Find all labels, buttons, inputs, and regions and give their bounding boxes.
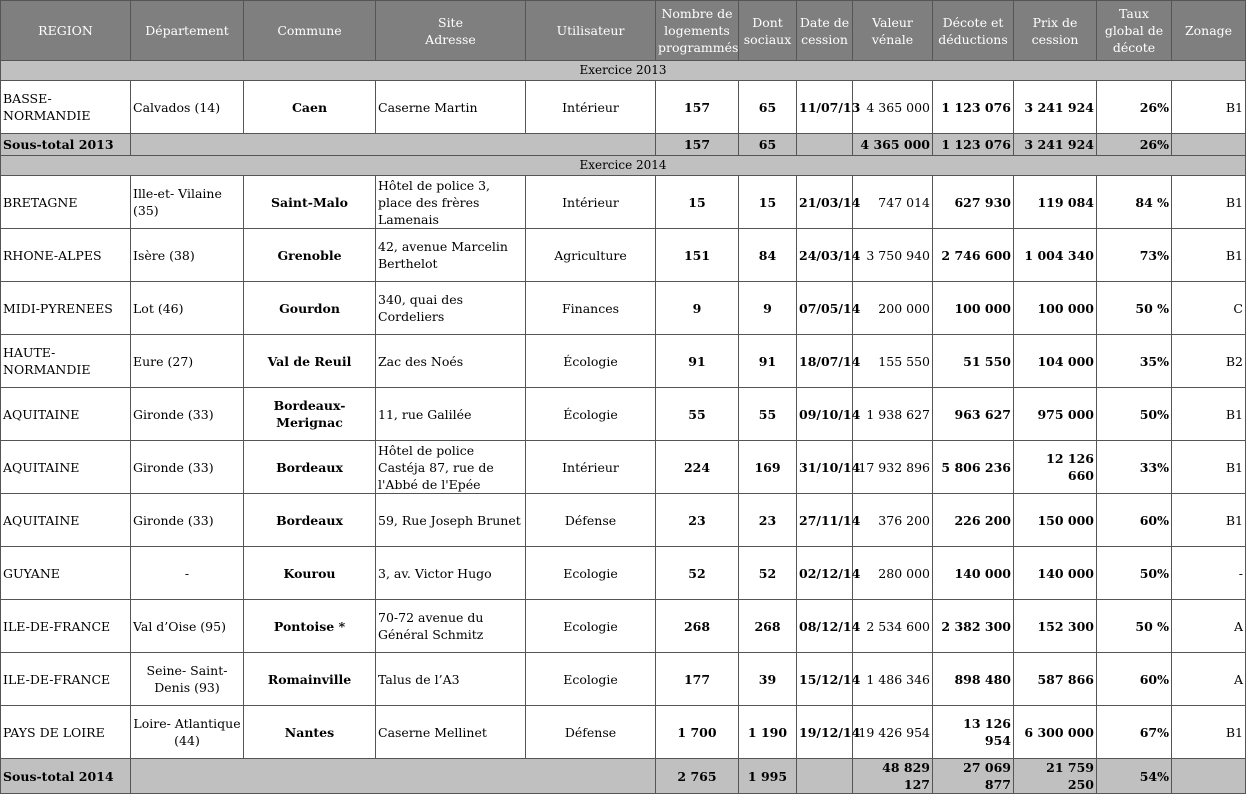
cell-departement: Gironde (33) [131, 388, 244, 441]
cell-prix: 150 000 [1014, 494, 1097, 547]
cell-valeur: 1 486 346 [853, 653, 933, 706]
cell-sociaux: 169 [739, 441, 797, 494]
table-row [1, 547, 1246, 600]
header-departement: Département [131, 1, 244, 61]
cell-sociaux: 9 [739, 282, 797, 335]
table-row [1, 282, 1246, 335]
cell-decote: 140 000 [933, 547, 1014, 600]
cell-date: 31/10/14 [797, 441, 853, 494]
cell-sociaux: 65 [739, 81, 797, 134]
cell-logements: 157 [656, 81, 739, 134]
cell-utilisateur: Défense [526, 494, 656, 547]
cell-site: Hôtel de police Castéja 87, rue de l'Abbé de l'Epée [376, 441, 526, 494]
table-row [1, 600, 1246, 653]
cell-prix: 100 000 [1014, 282, 1097, 335]
subtotal-decote: 27 069 877 [933, 759, 1014, 794]
cell-zonage: B2 [1172, 335, 1246, 388]
subtotal-valeur: 48 829 127 [853, 759, 933, 794]
cell-region: MIDI-PYRENEES [1, 282, 131, 335]
cell-zonage: B1 [1172, 706, 1246, 759]
cell-sociaux: 52 [739, 547, 797, 600]
cell-region: AQUITAINE [1, 388, 131, 441]
cell-sociaux: 55 [739, 388, 797, 441]
table-body [1, 61, 1246, 794]
cell-decote: 2 382 300 [933, 600, 1014, 653]
subtotal-logements: 157 [656, 134, 739, 156]
cell-decote: 5 806 236 [933, 441, 1014, 494]
cell-utilisateur: Intérieur [526, 441, 656, 494]
cell-commune: Val de Reuil [244, 335, 376, 388]
cell-prix: 975 000 [1014, 388, 1097, 441]
cell-commune: Caen [244, 81, 376, 134]
cell-date: 02/12/14 [797, 547, 853, 600]
cell-zonage: A [1172, 600, 1246, 653]
cell-logements: 91 [656, 335, 739, 388]
table-row [1, 441, 1246, 494]
subtotal-sociaux: 1 995 [739, 759, 797, 794]
subtotal-prix: 21 759 250 [1014, 759, 1097, 794]
header-commune: Commune [244, 1, 376, 61]
subtotal-prix: 3 241 924 [1014, 134, 1097, 156]
cell-utilisateur: Agriculture [526, 229, 656, 282]
header-prix: Prix de cession [1014, 1, 1097, 61]
subtotal-blank [131, 134, 656, 156]
cell-zonage: B1 [1172, 229, 1246, 282]
cell-logements: 268 [656, 600, 739, 653]
cell-logements: 52 [656, 547, 739, 600]
cell-date: 08/12/14 [797, 600, 853, 653]
cell-sociaux: 39 [739, 653, 797, 706]
cell-utilisateur: Défense [526, 706, 656, 759]
subtotal-decote: 1 123 076 [933, 134, 1014, 156]
cell-taux: 60% [1097, 653, 1172, 706]
cell-region: BRETAGNE [1, 176, 131, 229]
cell-departement: Isère (38) [131, 229, 244, 282]
cell-zonage: B1 [1172, 441, 1246, 494]
cell-site: Caserne Mellinet [376, 706, 526, 759]
subtotal-valeur: 4 365 000 [853, 134, 933, 156]
cell-date: 11/07/13 [797, 81, 853, 134]
cell-site: 340, quai des Cordeliers [376, 282, 526, 335]
cell-logements: 177 [656, 653, 739, 706]
cell-taux: 67% [1097, 706, 1172, 759]
cell-prix: 587 866 [1014, 653, 1097, 706]
cell-valeur: 17 932 896 [853, 441, 933, 494]
header-row [1, 1, 1246, 61]
cell-decote: 898 480 [933, 653, 1014, 706]
cell-taux: 35% [1097, 335, 1172, 388]
header-date: Date de cession [797, 1, 853, 61]
cell-decote: 2 746 600 [933, 229, 1014, 282]
cell-valeur: 4 365 000 [853, 81, 933, 134]
header-sociaux: Dont sociaux [739, 1, 797, 61]
cell-departement: Val d’Oise (95) [131, 600, 244, 653]
cell-prix: 140 000 [1014, 547, 1097, 600]
cell-taux: 84 % [1097, 176, 1172, 229]
subtotal-zonage-blank [1172, 759, 1246, 794]
section-title: Exercice 2014 [1, 156, 1246, 176]
cell-region: HAUTE-NORMANDIE [1, 335, 131, 388]
subtotal-taux: 26% [1097, 134, 1172, 156]
cell-utilisateur: Intérieur [526, 81, 656, 134]
cell-zonage: B1 [1172, 81, 1246, 134]
cell-taux: 50 % [1097, 600, 1172, 653]
header-region: REGION [1, 1, 131, 61]
cell-departement: Gironde (33) [131, 441, 244, 494]
subtotal-date-blank [797, 759, 853, 794]
cell-commune: Saint-Malo [244, 176, 376, 229]
cell-taux: 33% [1097, 441, 1172, 494]
cell-logements: 55 [656, 388, 739, 441]
cell-sociaux: 23 [739, 494, 797, 547]
cell-utilisateur: Ecologie [526, 653, 656, 706]
cell-commune: Romainville [244, 653, 376, 706]
cell-date: 27/11/14 [797, 494, 853, 547]
cell-zonage: C [1172, 282, 1246, 335]
subtotal-logements: 2 765 [656, 759, 739, 794]
cell-date: 18/07/14 [797, 335, 853, 388]
cell-utilisateur: Ecologie [526, 547, 656, 600]
cell-valeur: 1 938 627 [853, 388, 933, 441]
cell-decote: 100 000 [933, 282, 1014, 335]
cell-departement: Loire- Atlantique (44) [131, 706, 244, 759]
header-site-line1: Site [438, 14, 463, 30]
cell-date: 15/12/14 [797, 653, 853, 706]
subtotal-date-blank [797, 134, 853, 156]
cell-sociaux: 91 [739, 335, 797, 388]
cell-commune: Nantes [244, 706, 376, 759]
cell-departement: - [131, 547, 244, 600]
cell-region: AQUITAINE [1, 441, 131, 494]
cell-zonage: B1 [1172, 176, 1246, 229]
cell-utilisateur: Ecologie [526, 600, 656, 653]
cell-logements: 1 700 [656, 706, 739, 759]
cell-commune: Bordeaux- Merignac [244, 388, 376, 441]
cell-date: 21/03/14 [797, 176, 853, 229]
cell-site: 3, av. Victor Hugo [376, 547, 526, 600]
cell-site: Zac des Noés [376, 335, 526, 388]
cell-zonage: B1 [1172, 494, 1246, 547]
cell-logements: 151 [656, 229, 739, 282]
header-utilisateur: Utilisateur [526, 1, 656, 61]
cell-zonage: A [1172, 653, 1246, 706]
cell-utilisateur: Écologie [526, 335, 656, 388]
cell-departement: Lot (46) [131, 282, 244, 335]
subtotal-row [1, 134, 1246, 156]
cell-decote: 51 550 [933, 335, 1014, 388]
section-header-row [1, 61, 1246, 81]
table-row [1, 706, 1246, 759]
cell-decote: 226 200 [933, 494, 1014, 547]
header-zonage: Zonage [1172, 1, 1246, 61]
cell-valeur: 376 200 [853, 494, 933, 547]
cell-commune: Kourou [244, 547, 376, 600]
cell-prix: 104 000 [1014, 335, 1097, 388]
cell-valeur: 200 000 [853, 282, 933, 335]
cell-taux: 60% [1097, 494, 1172, 547]
section-title: Exercice 2013 [1, 61, 1246, 81]
cell-sociaux: 84 [739, 229, 797, 282]
cell-site: 70-72 avenue du Général Schmitz [376, 600, 526, 653]
subtotal-label: Sous-total 2013 [1, 134, 131, 156]
cell-site: Hôtel de police 3, place des frères Lamenais [376, 176, 526, 229]
cell-region: AQUITAINE [1, 494, 131, 547]
cell-region: GUYANE [1, 547, 131, 600]
cell-decote: 1 123 076 [933, 81, 1014, 134]
header-logements: Nombre de logements programmés [656, 1, 739, 61]
subtotal-sociaux: 65 [739, 134, 797, 156]
header-taux: Taux global de décote [1097, 1, 1172, 61]
cell-valeur: 3 750 940 [853, 229, 933, 282]
table-row [1, 335, 1246, 388]
table-row [1, 176, 1246, 229]
table-row [1, 388, 1246, 441]
cell-departement: Seine- Saint-Denis (93) [131, 653, 244, 706]
cell-sociaux: 1 190 [739, 706, 797, 759]
cell-valeur: 747 014 [853, 176, 933, 229]
cell-commune: Bordeaux [244, 494, 376, 547]
cell-commune: Bordeaux [244, 441, 376, 494]
cell-prix: 1 004 340 [1014, 229, 1097, 282]
cell-site: Talus de l’A3 [376, 653, 526, 706]
cell-taux: 50 % [1097, 282, 1172, 335]
cell-logements: 15 [656, 176, 739, 229]
cell-commune: Gourdon [244, 282, 376, 335]
cell-sociaux: 15 [739, 176, 797, 229]
cell-site: 59, Rue Joseph Brunet [376, 494, 526, 547]
header-decote: Décote et déductions [933, 1, 1014, 61]
cell-prix: 3 241 924 [1014, 81, 1097, 134]
table-row [1, 81, 1246, 134]
cell-taux: 73% [1097, 229, 1172, 282]
cell-decote: 963 627 [933, 388, 1014, 441]
cell-taux: 50% [1097, 547, 1172, 600]
cell-logements: 23 [656, 494, 739, 547]
cell-site: Caserne Martin [376, 81, 526, 134]
cell-valeur: 2 534 600 [853, 600, 933, 653]
cell-region: PAYS DE LOIRE [1, 706, 131, 759]
subtotal-zonage-blank [1172, 134, 1246, 156]
cell-departement: Eure (27) [131, 335, 244, 388]
cell-logements: 224 [656, 441, 739, 494]
cell-decote: 627 930 [933, 176, 1014, 229]
cell-date: 19/12/14 [797, 706, 853, 759]
cell-utilisateur: Finances [526, 282, 656, 335]
cell-date: 07/05/14 [797, 282, 853, 335]
subtotal-label: Sous-total 2014 [1, 759, 131, 794]
cell-logements: 9 [656, 282, 739, 335]
header-site [376, 1, 526, 61]
cell-departement: Gironde (33) [131, 494, 244, 547]
subtotal-blank [131, 759, 656, 794]
cell-region: ILE-DE-FRANCE [1, 653, 131, 706]
cell-region: RHONE-ALPES [1, 229, 131, 282]
cell-prix: 152 300 [1014, 600, 1097, 653]
cell-commune: Pontoise * [244, 600, 376, 653]
subtotal-taux: 54% [1097, 759, 1172, 794]
table-row [1, 229, 1246, 282]
header-site-line2: Adresse [425, 31, 476, 47]
cell-prix: 12 126 660 [1014, 441, 1097, 494]
cell-zonage: - [1172, 547, 1246, 600]
cell-utilisateur: Intérieur [526, 176, 656, 229]
cell-sociaux: 268 [739, 600, 797, 653]
table-row [1, 653, 1246, 706]
cell-date: 24/03/14 [797, 229, 853, 282]
cell-departement: Calvados (14) [131, 81, 244, 134]
cell-zonage: B1 [1172, 388, 1246, 441]
cell-valeur: 19 426 954 [853, 706, 933, 759]
table-row [1, 494, 1246, 547]
cell-region: BASSE-NORMANDIE [1, 81, 131, 134]
cell-site: 11, rue Galilée [376, 388, 526, 441]
cell-decote: 13 126 954 [933, 706, 1014, 759]
cell-valeur: 155 550 [853, 335, 933, 388]
cell-departement: Ille-et- Vilaine (35) [131, 176, 244, 229]
cell-utilisateur: Écologie [526, 388, 656, 441]
cell-site: 42, avenue Marcelin Berthelot [376, 229, 526, 282]
subtotal-row [1, 759, 1246, 794]
cell-date: 09/10/14 [797, 388, 853, 441]
cell-region: ILE-DE-FRANCE [1, 600, 131, 653]
cell-taux: 26% [1097, 81, 1172, 134]
cell-prix: 6 300 000 [1014, 706, 1097, 759]
cell-taux: 50% [1097, 388, 1172, 441]
cell-valeur: 280 000 [853, 547, 933, 600]
cell-prix: 119 084 [1014, 176, 1097, 229]
cell-commune: Grenoble [244, 229, 376, 282]
header-valeur: Valeur vénale [853, 1, 933, 61]
section-header-row [1, 156, 1246, 176]
